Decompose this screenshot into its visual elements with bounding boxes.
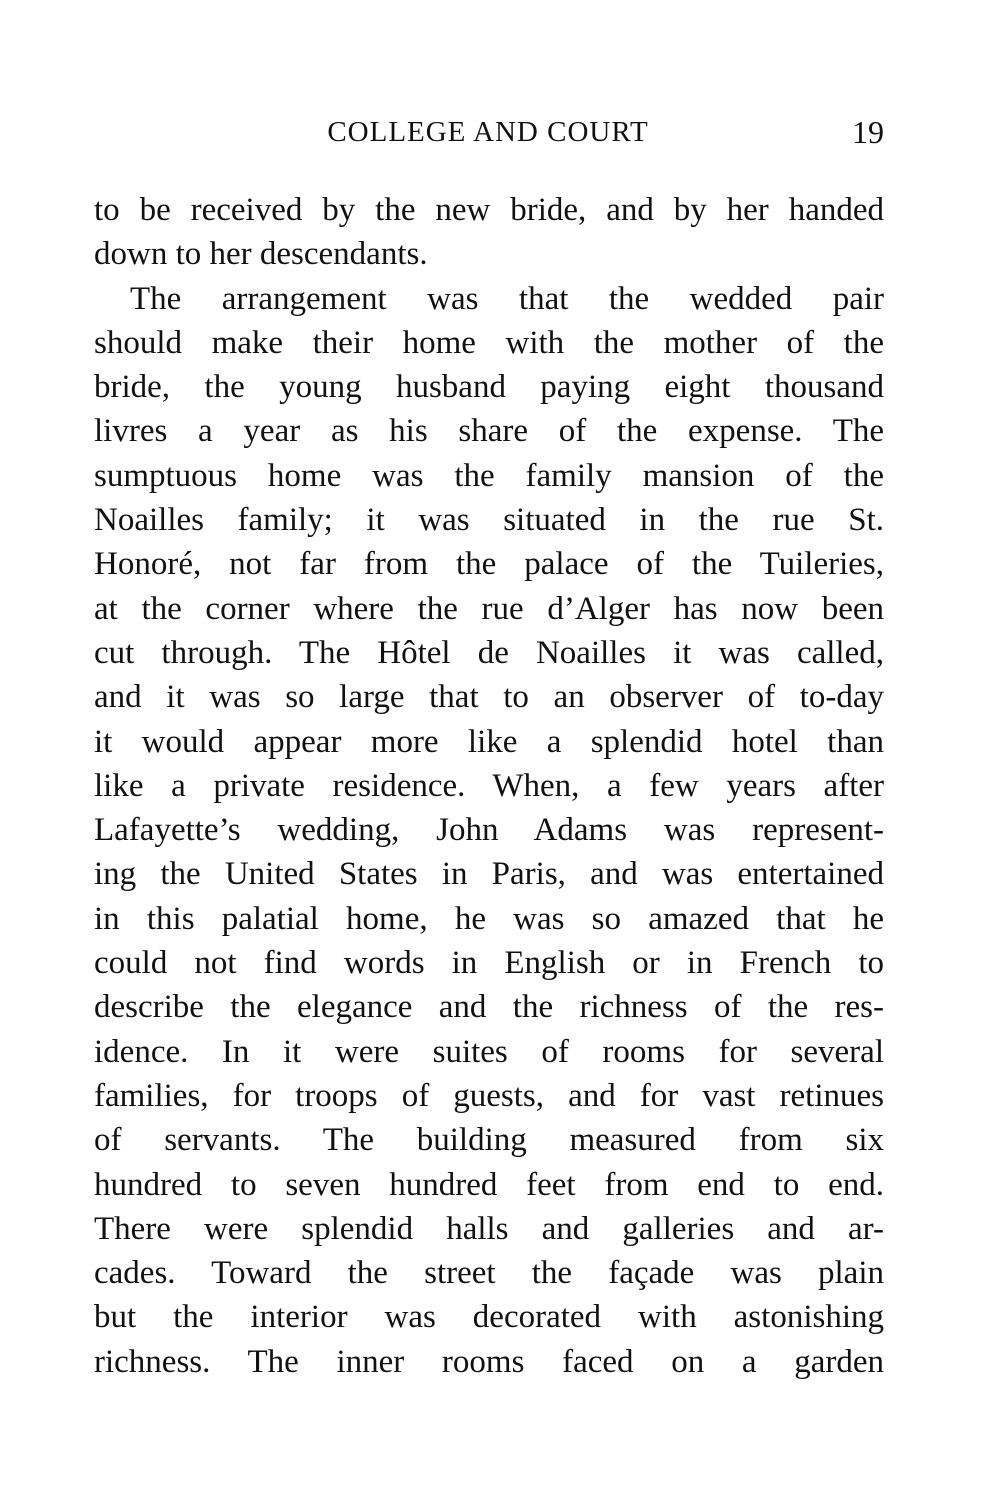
text-line: like a private residence. When, a few years after — [94, 767, 884, 804]
text-line: livres a year as his share of the expense. The — [94, 413, 884, 450]
text-line: could not find words in English or in French to — [94, 945, 884, 982]
text-line: idence. In it were suites of rooms for several — [94, 1033, 884, 1070]
text-line: Noailles family; it was situated in the rue St. — [94, 502, 884, 539]
text-line: describe the elegance and the richness of the res- — [94, 989, 884, 1026]
text-line: bride, the young husband paying eight thousand — [94, 369, 884, 406]
text-line: There were splendid halls and galleries and ar- — [94, 1210, 884, 1247]
text-line: cades. Toward the street the façade was plain — [94, 1255, 884, 1292]
text-line: richness. The inner rooms faced on a garden — [94, 1343, 884, 1380]
text-line: and it was so large that to an observer of to-day — [94, 679, 884, 716]
text-line: sumptuous home was the family mansion of the — [94, 457, 884, 494]
text-line: at the corner where the rue d’Alger has now been — [94, 590, 884, 627]
text-line: families, for troops of guests, and for vast retinues — [94, 1077, 884, 1114]
body-text — [94, 188, 884, 1384]
text-line: Honoré, not far from the palace of the Tuileries, — [94, 546, 884, 583]
text-line: Lafayette’s wedding, John Adams was represent- — [94, 812, 884, 849]
text-line: hundred to seven hundred feet from end to end. — [94, 1166, 884, 1203]
running-title: COLLEGE AND COURT — [327, 116, 649, 148]
text-line: cut through. The Hôtel de Noailles it was called, — [94, 634, 884, 671]
text-line: ing the United States in Paris, and was entertained — [94, 856, 884, 893]
page-number: 19 — [852, 114, 884, 150]
text-line: to be received by the new bride, and by her handed — [94, 192, 884, 228]
running-head — [92, 112, 884, 152]
text-line: down to her descendants. — [94, 236, 428, 273]
text-line: of servants. The building measured from six — [94, 1122, 884, 1159]
text-line: it would appear more like a splendid hotel than — [94, 723, 884, 760]
text-line: should make their home with the mother of the — [94, 324, 884, 361]
text-line: in this palatial home, he was so amazed that he — [94, 900, 884, 937]
text-line: The arrangement was that the wedded pair — [130, 280, 884, 317]
text-line: but the interior was decorated with astonishing — [94, 1299, 884, 1336]
